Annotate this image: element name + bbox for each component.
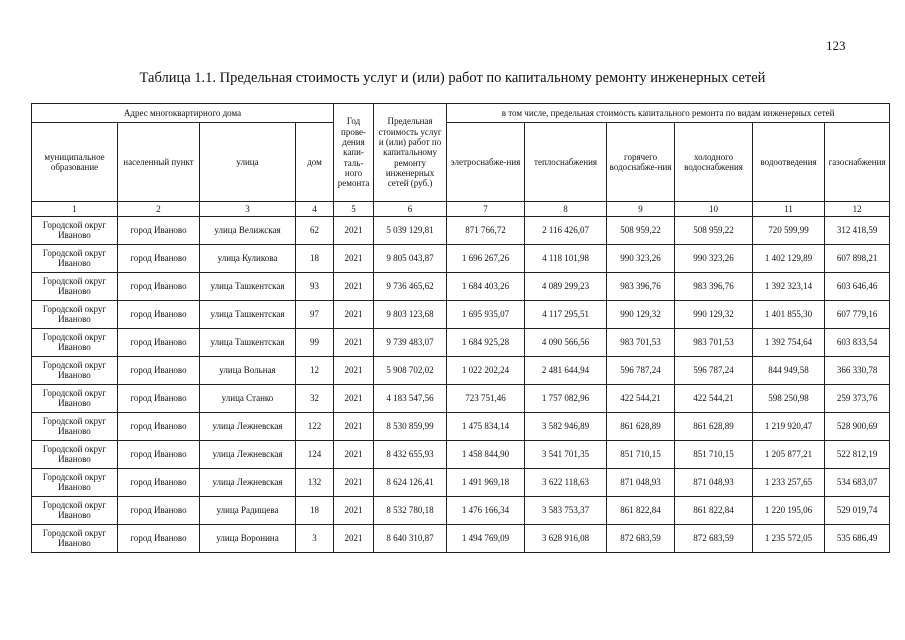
table-row (32, 525, 890, 553)
gas-cell: 607 898,21 (825, 245, 890, 273)
table-row (32, 273, 890, 301)
hot-water-cell: 983 396,76 (607, 273, 675, 301)
column-number: 9 (607, 202, 675, 217)
house-cell: 32 (296, 385, 334, 413)
gas-cell: 534 683,07 (825, 469, 890, 497)
column-number: 6 (374, 202, 447, 217)
column-number: 1 (32, 202, 118, 217)
electricity-cell: 871 766,72 (447, 217, 525, 245)
street-cell: улица Куликова (200, 245, 296, 273)
sewerage-cell: 1 220 195,06 (753, 497, 825, 525)
house-cell: 99 (296, 329, 334, 357)
column-number: 8 (525, 202, 607, 217)
year-cell: 2021 (334, 525, 374, 553)
municipality-cell: Городской округ Иваново (32, 357, 118, 385)
municipality-cell: Городской округ Иваново (32, 497, 118, 525)
locality-cell: город Иваново (118, 301, 200, 329)
column-number: 11 (753, 202, 825, 217)
electricity-cell: 1 695 935,07 (447, 301, 525, 329)
electricity-cell: 1 022 202,24 (447, 357, 525, 385)
total-cost-cell: 5 908 702,02 (374, 357, 447, 385)
cold-water-cell: 861 822,84 (675, 497, 753, 525)
hot-water-cell: 983 701,53 (607, 329, 675, 357)
year-cell: 2021 (334, 469, 374, 497)
sewerage-cell: 598 250,98 (753, 385, 825, 413)
column-number: 4 (296, 202, 334, 217)
table-row (32, 385, 890, 413)
header-house: дом (296, 123, 334, 202)
header-sewerage: водоотведения (753, 123, 825, 202)
house-cell: 3 (296, 525, 334, 553)
heating-cell: 4 090 566,56 (525, 329, 607, 357)
gas-cell: 528 900,69 (825, 413, 890, 441)
table-row (32, 413, 890, 441)
sewerage-cell: 1 205 877,21 (753, 441, 825, 469)
municipality-cell: Городской округ Иваново (32, 329, 118, 357)
sewerage-cell: 1 401 855,30 (753, 301, 825, 329)
total-cost-cell: 8 530 859,99 (374, 413, 447, 441)
year-cell: 2021 (334, 497, 374, 525)
total-cost-cell: 5 039 129,81 (374, 217, 447, 245)
electricity-cell: 1 684 403,26 (447, 273, 525, 301)
street-cell: улица Станко (200, 385, 296, 413)
hot-water-cell: 990 323,26 (607, 245, 675, 273)
street-cell: улица Ташкентская (200, 329, 296, 357)
column-number: 10 (675, 202, 753, 217)
year-cell: 2021 (334, 441, 374, 469)
table-row (32, 245, 890, 273)
cold-water-cell: 422 544,21 (675, 385, 753, 413)
header-year: Год прове-дения капи-таль-ного ремонта (334, 104, 374, 202)
table-row (32, 441, 890, 469)
table-row (32, 329, 890, 357)
street-cell: улица Вольная (200, 357, 296, 385)
gas-cell: 366 330,78 (825, 357, 890, 385)
cold-water-cell: 990 323,26 (675, 245, 753, 273)
locality-cell: город Иваново (118, 441, 200, 469)
sewerage-cell: 720 599,99 (753, 217, 825, 245)
street-cell: улица Лежневская (200, 441, 296, 469)
sewerage-cell: 1 402 129,89 (753, 245, 825, 273)
header-heating: теплоснабжения (525, 123, 607, 202)
street-cell: улица Ташкентская (200, 301, 296, 329)
hot-water-cell: 851 710,15 (607, 441, 675, 469)
table-row (32, 469, 890, 497)
sewerage-cell: 1 233 257,65 (753, 469, 825, 497)
year-cell: 2021 (334, 301, 374, 329)
gas-cell: 522 812,19 (825, 441, 890, 469)
page-number: 123 (826, 38, 846, 53)
total-cost-cell: 8 624 126,41 (374, 469, 447, 497)
heating-cell: 3 628 916,08 (525, 525, 607, 553)
house-cell: 18 (296, 497, 334, 525)
column-number: 2 (118, 202, 200, 217)
sewerage-cell: 844 949,58 (753, 357, 825, 385)
cold-water-cell: 596 787,24 (675, 357, 753, 385)
header-locality: населенный пункт (118, 123, 200, 202)
street-cell: улица Лежневская (200, 469, 296, 497)
house-cell: 12 (296, 357, 334, 385)
header-street: улица (200, 123, 296, 202)
year-cell: 2021 (334, 245, 374, 273)
cold-water-cell: 851 710,15 (675, 441, 753, 469)
street-cell: улица Воронина (200, 525, 296, 553)
header-cold-water: холодного водоснабжения (675, 123, 753, 202)
street-cell: улица Велижская (200, 217, 296, 245)
year-cell: 2021 (334, 357, 374, 385)
municipality-cell: Городской округ Иваново (32, 469, 118, 497)
column-number: 3 (200, 202, 296, 217)
hot-water-cell: 861 628,89 (607, 413, 675, 441)
locality-cell: город Иваново (118, 217, 200, 245)
header-total-cost: Предельная стоимость услуг и (или) работ по капитальному ремонту инженерных сетей (руб.) (374, 104, 447, 202)
heating-cell: 3 583 753,37 (525, 497, 607, 525)
house-cell: 122 (296, 413, 334, 441)
locality-cell: город Иваново (118, 525, 200, 553)
heating-cell: 4 118 101,98 (525, 245, 607, 273)
street-cell: улица Радищева (200, 497, 296, 525)
header-breakdown-group: в том числе, предельная стоимость капитального ремонта по видам инженерных сетей (447, 104, 890, 123)
hot-water-cell: 508 959,22 (607, 217, 675, 245)
locality-cell: город Иваново (118, 357, 200, 385)
year-cell: 2021 (334, 329, 374, 357)
total-cost-cell: 9 739 483,07 (374, 329, 447, 357)
electricity-cell: 1 458 844,90 (447, 441, 525, 469)
municipality-cell: Городской округ Иваново (32, 301, 118, 329)
column-number-row (32, 202, 890, 217)
house-cell: 124 (296, 441, 334, 469)
gas-cell: 535 686,49 (825, 525, 890, 553)
gas-cell: 603 833,54 (825, 329, 890, 357)
electricity-cell: 723 751,46 (447, 385, 525, 413)
total-cost-cell: 4 183 547,56 (374, 385, 447, 413)
locality-cell: город Иваново (118, 329, 200, 357)
gas-cell: 312 418,59 (825, 217, 890, 245)
column-number: 7 (447, 202, 525, 217)
cold-water-cell: 508 959,22 (675, 217, 753, 245)
heating-cell: 4 117 295,51 (525, 301, 607, 329)
header-address-group: Адрес многоквартирного дома (32, 104, 334, 123)
gas-cell: 529 019,74 (825, 497, 890, 525)
cold-water-cell: 990 129,32 (675, 301, 753, 329)
heating-cell: 2 481 644,94 (525, 357, 607, 385)
locality-cell: город Иваново (118, 497, 200, 525)
house-cell: 132 (296, 469, 334, 497)
table-row (32, 357, 890, 385)
total-cost-cell: 9 803 123,68 (374, 301, 447, 329)
heating-cell: 3 541 701,35 (525, 441, 607, 469)
electricity-cell: 1 494 769,09 (447, 525, 525, 553)
municipality-cell: Городской округ Иваново (32, 413, 118, 441)
total-cost-cell: 8 432 655,93 (374, 441, 447, 469)
year-cell: 2021 (334, 217, 374, 245)
gas-cell: 259 373,76 (825, 385, 890, 413)
hot-water-cell: 596 787,24 (607, 357, 675, 385)
heating-cell: 1 757 082,96 (525, 385, 607, 413)
gas-cell: 607 779,16 (825, 301, 890, 329)
cold-water-cell: 983 701,53 (675, 329, 753, 357)
cold-water-cell: 871 048,93 (675, 469, 753, 497)
table-row (32, 217, 890, 245)
house-cell: 62 (296, 217, 334, 245)
total-cost-cell: 9 736 465,62 (374, 273, 447, 301)
header-gas: газоснабжения (825, 123, 890, 202)
house-cell: 93 (296, 273, 334, 301)
hot-water-cell: 990 129,32 (607, 301, 675, 329)
hot-water-cell: 422 544,21 (607, 385, 675, 413)
table-title: Таблица 1.1. Предельная стоимость услуг и (или) работ по капитальному ремонту инженерных сетей (139, 70, 766, 86)
table-row (32, 301, 890, 329)
header-municipality: муниципальное образование (32, 123, 118, 202)
gas-cell: 603 646,46 (825, 273, 890, 301)
heating-cell: 3 622 118,63 (525, 469, 607, 497)
hot-water-cell: 872 683,59 (607, 525, 675, 553)
header-electricity: элетроснабже-ния (447, 123, 525, 202)
cold-water-cell: 983 396,76 (675, 273, 753, 301)
locality-cell: город Иваново (118, 469, 200, 497)
locality-cell: город Иваново (118, 245, 200, 273)
municipality-cell: Городской округ Иваново (32, 441, 118, 469)
total-cost-cell: 9 805 043,87 (374, 245, 447, 273)
total-cost-cell: 8 532 780,18 (374, 497, 447, 525)
year-cell: 2021 (334, 413, 374, 441)
sewerage-cell: 1 392 323,14 (753, 273, 825, 301)
locality-cell: город Иваново (118, 385, 200, 413)
electricity-cell: 1 696 267,26 (447, 245, 525, 273)
electricity-cell: 1 476 166,34 (447, 497, 525, 525)
sewerage-cell: 1 235 572,05 (753, 525, 825, 553)
electricity-cell: 1 475 834,14 (447, 413, 525, 441)
municipality-cell: Городской округ Иваново (32, 273, 118, 301)
heating-cell: 4 089 299,23 (525, 273, 607, 301)
year-cell: 2021 (334, 385, 374, 413)
table-row (32, 497, 890, 525)
street-cell: улица Лежневская (200, 413, 296, 441)
total-cost-cell: 8 640 310,87 (374, 525, 447, 553)
hot-water-cell: 861 822,84 (607, 497, 675, 525)
column-number: 12 (825, 202, 890, 217)
house-cell: 97 (296, 301, 334, 329)
column-number: 5 (334, 202, 374, 217)
cold-water-cell: 861 628,89 (675, 413, 753, 441)
hot-water-cell: 871 048,93 (607, 469, 675, 497)
sewerage-cell: 1 392 754,64 (753, 329, 825, 357)
header-hot-water: горячего водоснабже-ния (607, 123, 675, 202)
electricity-cell: 1 491 969,18 (447, 469, 525, 497)
capital-repair-cost-table (31, 103, 890, 553)
street-cell: улица Ташкентская (200, 273, 296, 301)
municipality-cell: Городской округ Иваново (32, 525, 118, 553)
electricity-cell: 1 684 925,28 (447, 329, 525, 357)
locality-cell: город Иваново (118, 273, 200, 301)
heating-cell: 3 582 946,89 (525, 413, 607, 441)
heating-cell: 2 116 426,07 (525, 217, 607, 245)
sewerage-cell: 1 219 920,47 (753, 413, 825, 441)
municipality-cell: Городской округ Иваново (32, 217, 118, 245)
year-cell: 2021 (334, 273, 374, 301)
table-body (32, 217, 890, 553)
municipality-cell: Городской округ Иваново (32, 245, 118, 273)
cold-water-cell: 872 683,59 (675, 525, 753, 553)
municipality-cell: Городской округ Иваново (32, 385, 118, 413)
locality-cell: город Иваново (118, 413, 200, 441)
house-cell: 18 (296, 245, 334, 273)
